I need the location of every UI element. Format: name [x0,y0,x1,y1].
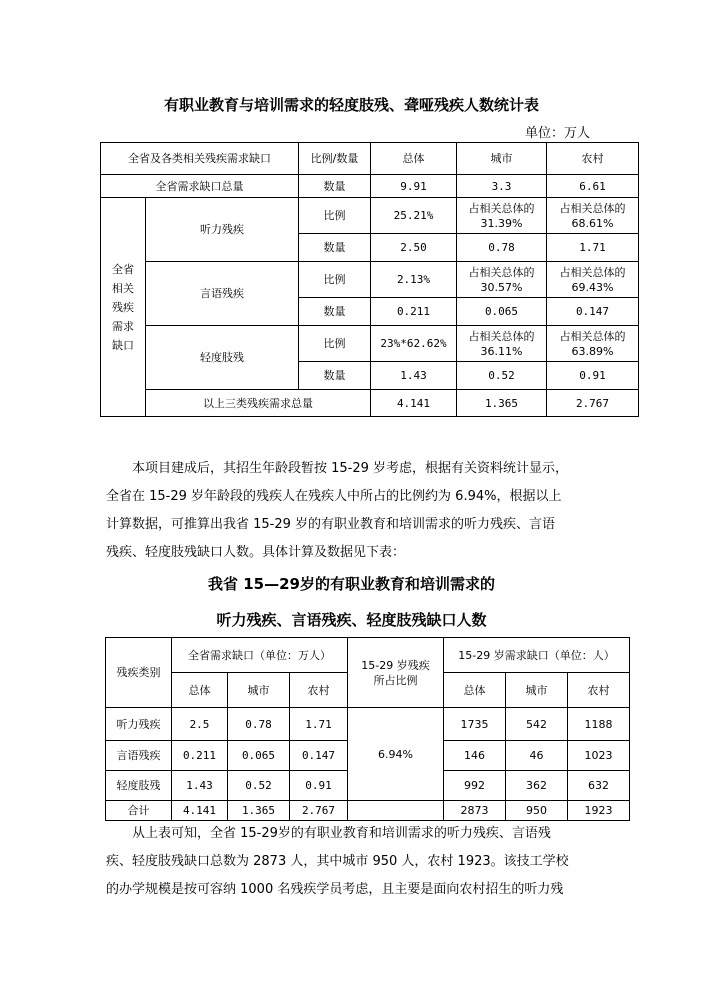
cell-value: 占相关总体的68.61% [547,198,639,234]
cell-value: 0.91 [290,771,348,801]
cell-value: 3.3 [457,175,547,198]
table-header-row [106,638,630,673]
header-category: 全省及各类相关残疾需求缺口 [101,143,299,175]
age-gap-table [105,637,630,821]
cell-value: 0.52 [457,362,547,390]
disability-stats-table [100,142,639,417]
paragraph-line: 全省在 15-29 岁年龄段的残疾人在残疾人中所占的比例约为 6.94%，根据以上 [106,489,562,504]
cell-value: 2873 [444,801,506,821]
cell-value: 1.71 [290,708,348,741]
table-row [106,708,630,741]
cell-value: 2.13% [371,262,457,298]
metric-label: 数量 [299,362,371,390]
cell-value: 2.767 [547,390,639,417]
cell-value: 542 [506,708,568,741]
table-row [101,175,639,198]
table-header-row [101,143,639,175]
cell-value: 0.147 [547,298,639,326]
cell-value: 0.211 [371,298,457,326]
cell-value: 146 [444,741,506,771]
group-label-text: 全省相关残疾需求缺口 [112,262,134,352]
cell-value: 950 [506,801,568,821]
paragraph-line: 残疾、轻度肢残缺口人数。具体计算及数据见下表： [106,545,406,560]
metric-label: 比例 [299,326,371,362]
header-age-ratio-text: 15-29 岁残疾所占比例 [361,658,430,687]
cell-value: 0.211 [172,741,228,771]
cell-value: 1.71 [547,234,639,262]
table-row [101,262,639,298]
cell-value: 0.065 [457,298,547,326]
header-province-gap: 全省需求缺口（单位：万人） [172,638,348,673]
table1-title: 有职业教育与培训需求的轻度肢残、聋哑残疾人数统计表 [163,96,539,114]
header-total: 总体 [172,673,228,708]
cell-value: 46 [506,741,568,771]
cell-value: 1.365 [228,801,290,821]
metric-label: 数量 [299,298,371,326]
header-rural: 农村 [568,673,630,708]
cell-value: 1023 [568,741,630,771]
cell-value: 0.78 [457,234,547,262]
row-type: 听力残疾 [106,708,172,741]
cell-value: 23%*62.62% [371,326,457,362]
paragraph-line: 本项目建成后，其招生年龄段暂按 15-29 岁考虑，根据有关资料统计显示， [132,461,569,476]
metric-label: 比例 [299,262,371,298]
hearing-label: 听力残疾 [146,198,299,262]
cell-value: 0.91 [547,362,639,390]
cell-value: 2.50 [371,234,457,262]
cell-value: 占相关总体的36.11% [457,326,547,362]
empty-cell [348,801,444,821]
header-type: 残疾类别 [106,638,172,708]
table-row [106,801,630,821]
cell-value: 占相关总体的31.39% [457,198,547,234]
paragraph-line: 从上表可知，全省 15-29岁的有职业教育和培训需求的听力残疾、言语残 [132,826,551,841]
cell-value: 1188 [568,708,630,741]
paragraph-line: 计算数据，可推算出我省 15-29 岁的有职业教育和培训需求的听力残疾、言语 [106,517,556,532]
cell-value: 占相关总体的63.89% [547,326,639,362]
header-rural: 农村 [547,143,639,175]
limb-label: 轻度肢残 [146,326,299,390]
table-row [101,390,639,417]
cell-value: 0.52 [228,771,290,801]
group-label [101,198,146,417]
header-age-gap: 15-29 岁需求缺口（单位：人） [444,638,630,673]
cell-value: 6.61 [547,175,639,198]
cell-value: 1.43 [371,362,457,390]
cell-value: 25.21% [371,198,457,234]
paragraph-line: 疾、轻度肢残缺口总数为 2873 人，其中城市 950 人，农村 1923。该技工学校 [106,854,569,869]
total-gap-label: 全省需求缺口总量 [101,175,299,198]
row-type: 轻度肢残 [106,771,172,801]
cell-value: 占相关总体的30.57% [457,262,547,298]
metric-label: 数量 [299,234,371,262]
header-rural: 农村 [290,673,348,708]
cell-value: 992 [444,771,506,801]
cell-value: 4.141 [371,390,457,417]
cell-value: 0.78 [228,708,290,741]
cell-value: 9.91 [371,175,457,198]
ratio-value: 6.94% [348,708,444,801]
cell-value: 1.43 [172,771,228,801]
header-city: 城市 [457,143,547,175]
header-city: 城市 [228,673,290,708]
header-total: 总体 [371,143,457,175]
cell-value: 1.365 [457,390,547,417]
cell-value: 2.5 [172,708,228,741]
table2-title-line1: 我省 15—29岁的有职业教育和培训需求的 [208,575,495,593]
cell-value: 4.141 [172,801,228,821]
speech-label: 言语残疾 [146,262,299,326]
cell-value: 1923 [568,801,630,821]
table-row [101,198,639,234]
sum-label: 以上三类残疾需求总量 [146,390,371,417]
table-row [101,326,639,362]
row-type: 言语残疾 [106,741,172,771]
metric-label: 数量 [299,175,371,198]
header-total: 总体 [444,673,506,708]
cell-value: 0.147 [290,741,348,771]
cell-value: 1735 [444,708,506,741]
cell-value: 0.065 [228,741,290,771]
header-city: 城市 [506,673,568,708]
cell-value: 占相关总体的69.43% [547,262,639,298]
cell-value: 362 [506,771,568,801]
metric-label: 比例 [299,198,371,234]
unit-label: 单位：万人 [525,126,591,141]
header-ratio-qty: 比例/数量 [299,143,371,175]
header-age-ratio [348,638,444,708]
table2-title-line2: 听力残疾、言语残疾、轻度肢残缺口人数 [216,611,487,629]
row-type: 合计 [106,801,172,821]
cell-value: 632 [568,771,630,801]
paragraph-line: 的办学规模是按可容纳 1000 名残疾学员考虑，且主要是面向农村招生的听力残 [106,882,564,897]
cell-value: 2.767 [290,801,348,821]
